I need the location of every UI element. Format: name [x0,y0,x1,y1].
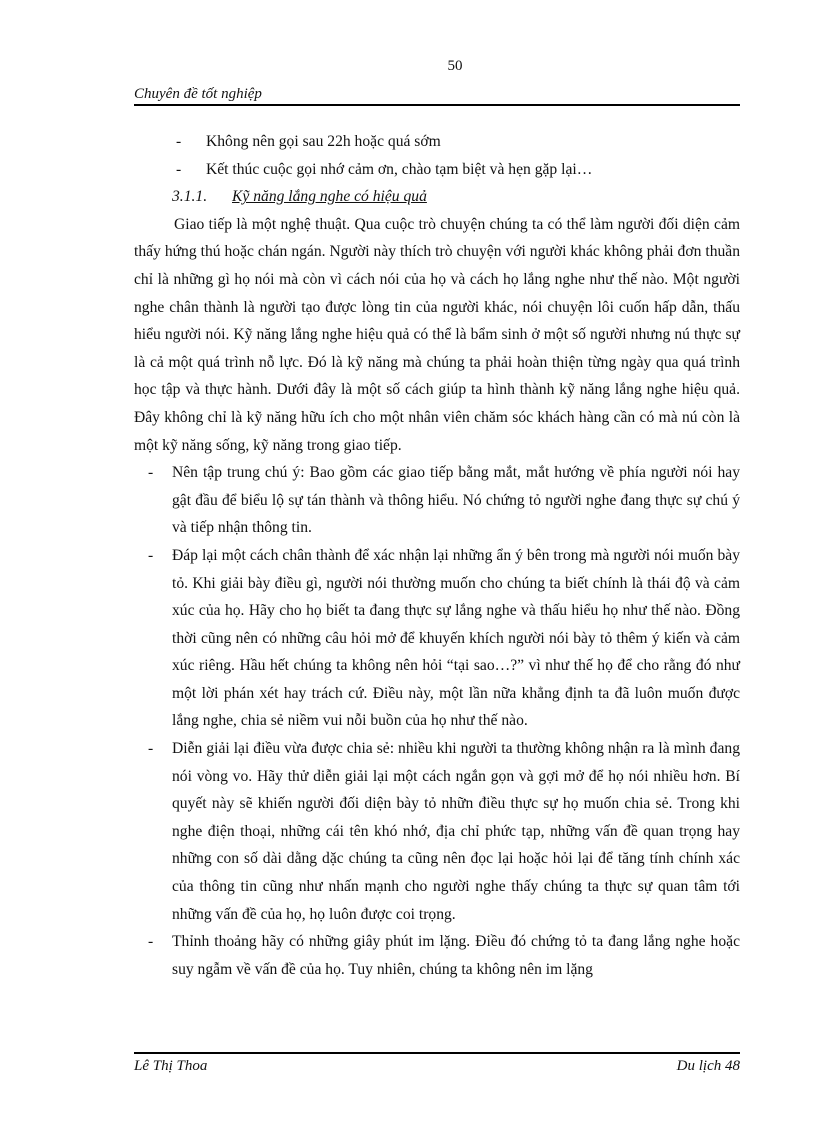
footer-rule [134,1052,740,1054]
bullet-item [134,459,740,542]
bullet-item [134,928,740,983]
section-number: 3.1.1. [172,188,208,206]
bullet-item [134,542,740,735]
dash-marker: - [148,933,154,951]
bullet-text: Đáp lại một cách chân thành để xác nhận lại những ẩn ý bên trong mà người nói muốn bày tỏ. Khi giải bày điều gì, người nói thường muốn cho chúng ta biết chính là thái độ và cảm xúc của họ. Hãy cho họ biết ta đang thực sự lắng nghe và thấu hiểu họ như thế nào. Đồng thời cũng nên có những câu hỏi mở để khuyến khích người nói bày tỏ thêm ý kiến và cảm xúc riêng. Hầu hết chúng ta không nên hỏi “tại sao…?” vì như thế họ để cho rằng đó như một lời phán xét hay trách cứ. Điều này, một lần nữa khẳng định ta đã luôn muốn được lắng nghe, chia sẻ niềm vui nỗi buồn của họ như thế nào. [172,546,740,730]
header-title: Chuyên đề tốt nghiệp [134,86,262,102]
bullet-text: Thỉnh thoảng hãy có những giây phút im lặng. Điều đó chứng tỏ ta đang lắng nghe hoặc suy ngẫm về vấn đề của họ. Tuy nhiên, chúng ta không nên im lặng [172,933,740,978]
dash-marker: - [176,133,182,150]
body-paragraph: Giao tiếp là một nghệ thuật. Qua cuộc trò chuyện chúng ta có thể làm người đối diện cảm thấy hứng thú hoặc chán ngán. Người này thích trò chuyện với người khác không phải đơn thuần chỉ là những gì họ nói mà còn vì cách nói của họ và cách họ lắng nghe như thế nào. Một người nghe chân thành là người tạo được lòng tin của người khác, nói chuyện lôi cuốn hấp dẫn, thấu hiểu người nói. Kỹ năng lắng nghe hiệu quả có thể là bẩm sinh ở một số người nhưng nú thực sự là cả một quá trình nỗ lực. Đó là kỹ năng mà chúng ta phải hoàn thiện từng ngày qua quá trình học tập và thực hành. Dưới đây là một số cách giúp ta hình thành kỹ năng lắng nghe hiệu quả. Đây không chỉ là kỹ năng hữu ích cho một nhân viên chăm sóc khách hàng cần có mà nú còn là một kỹ năng sống, kỹ năng trong giao tiếp. [134,215,740,454]
dash-marker: - [176,160,182,178]
intro-item [134,128,740,156]
bullet-item [134,735,740,928]
header-rule [134,104,740,106]
section-heading [134,183,740,211]
intro-item-text: Kết thúc cuộc gọi nhớ cảm ơn, chào tạm biệt và hẹn gặp lại… [206,160,593,178]
dash-marker: - [148,740,154,758]
intro-item [134,156,740,184]
footer-class: Du lịch 48 [676,1058,740,1074]
bullet-text: Diễn giải lại điều vừa được chia sẻ: nhiều khi người ta thường không nhận ra là mình đang nói vòng vo. Hãy thử diễn giải lại một cách ngắn gọn và gợi mở để họ nói nhiều hơn. Bí quyết này sẽ khiến người đối diện bày tỏ nhữn điều thực sự họ muốn chia sẻ. Trong khi nghe điện thoại, những cái tên khó nhớ, địa chỉ phức tạp, những vấn đề quan trọng hay những con số dài dằng dặc chúng ta cũng nên đọc lại hoặc hỏi lại để tăng tính chính xác của thông tin cũng như nhấn mạnh cho người nghe thấy chúng ta thực sự quan tâm tới những vấn đề của họ, họ luôn được coi trọng. [172,740,740,923]
dash-marker: - [148,546,154,564]
intro-item-text: Không nên gọi sau 22h hoặc quá sớm [206,133,441,150]
bullet-text: Nên tập trung chú ý: Bao gồm các giao tiếp bằng mắt, mắt hướng về phía người nói hay gật đầu để biểu lộ sự tán thành và thông hiểu. Nó chứng tỏ người nghe đang thực sự chú ý và tiếp nhận thông tin. [172,464,740,537]
page-number: 50 [447,58,463,74]
section-title: Kỹ năng lắng nghe có hiệu quả [232,188,427,206]
body-content [134,128,740,983]
dash-marker: - [148,464,154,482]
footer-author: Lê Thị Thoa [134,1058,208,1074]
